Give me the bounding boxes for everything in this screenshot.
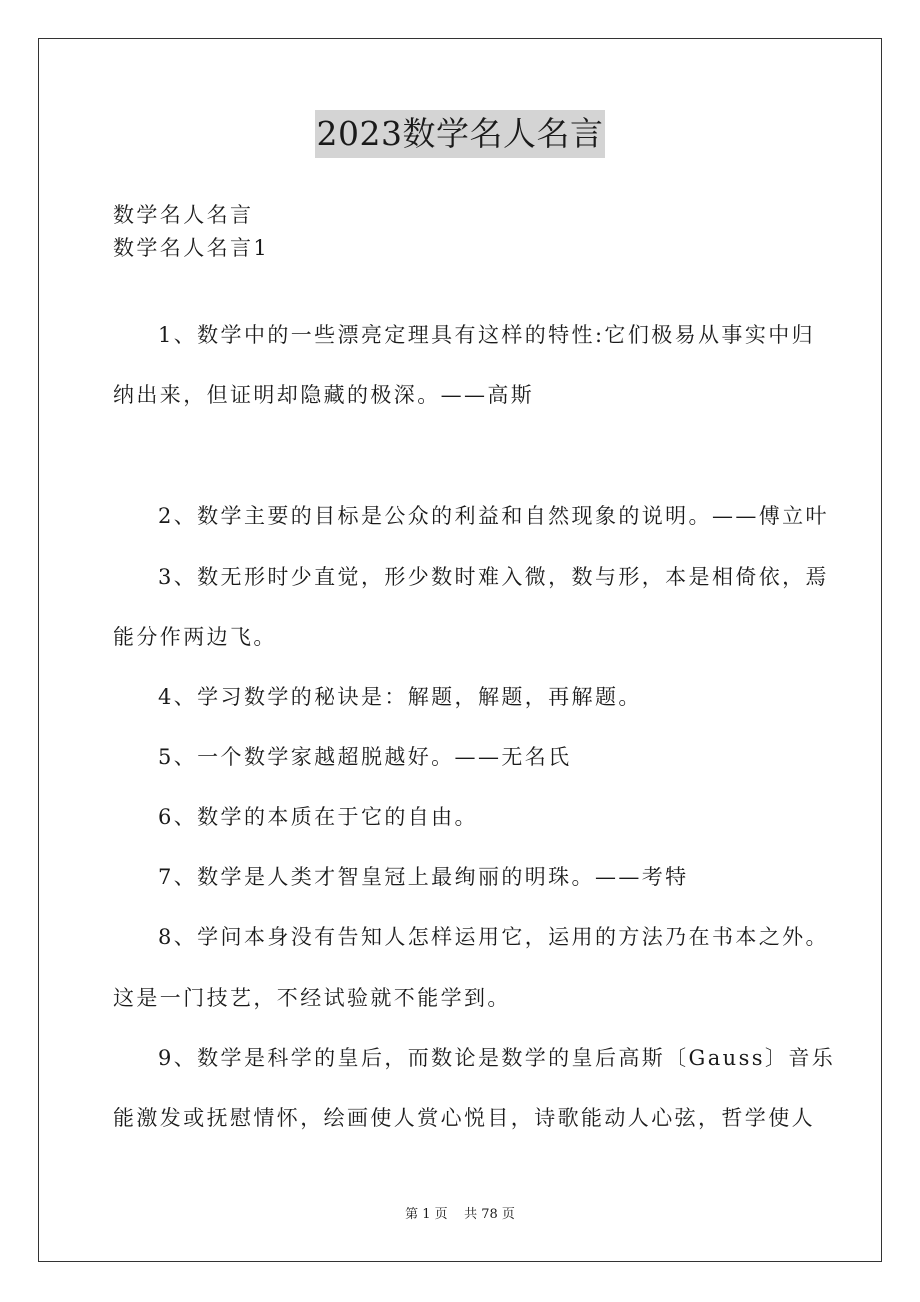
quote-3-line-2: 能分作两边飞。 <box>113 625 277 649</box>
quote-8-line-2: 这是一门技艺，不经试验就不能学到。 <box>113 986 511 1010</box>
title-container <box>0 110 920 158</box>
quote-3-line-1: 3、数无形时少直觉，形少数时难入微，数与形，本是相倚依，焉 <box>158 565 829 589</box>
subsection-heading: 数学名人名言1 <box>113 236 270 260</box>
quote-1-line-1: 1、数学中的一些漂亮定理具有这样的特性:它们极易从事实中归 <box>158 323 816 347</box>
quote-8-line-1: 8、学问本身没有告知人怎样运用它，运用的方法乃在书本之外。 <box>158 925 829 949</box>
quote-7: 7、数学是人类才智皇冠上最绚丽的明珠。——考特 <box>158 865 689 889</box>
page-number-footer: 第 1 页 共 78 页 <box>405 1207 515 1222</box>
quote-2: 2、数学主要的目标是公众的利益和自然现象的说明。——傅立叶 <box>158 504 829 528</box>
quote-9-line-1: 9、数学是科学的皇后，而数论是数学的皇后高斯〔Gauss〕音乐 <box>158 1046 836 1070</box>
quote-1-line-2: 纳出来，但证明却隐藏的极深。——高斯 <box>113 383 535 407</box>
section-heading: 数学名人名言 <box>113 203 254 227</box>
document-title: 2023数学名人名言 <box>315 110 606 158</box>
quote-4: 4、学习数学的秘诀是：解题，解题，再解题。 <box>158 685 642 709</box>
quote-5: 5、一个数学家越超脱越好。——无名氏 <box>158 745 572 769</box>
quote-9-line-2: 能激发或抚慰情怀，绘画使人赏心悦目，诗歌能动人心弦，哲学使人 <box>113 1106 815 1130</box>
quote-6: 6、数学的本质在于它的自由。 <box>158 805 478 829</box>
